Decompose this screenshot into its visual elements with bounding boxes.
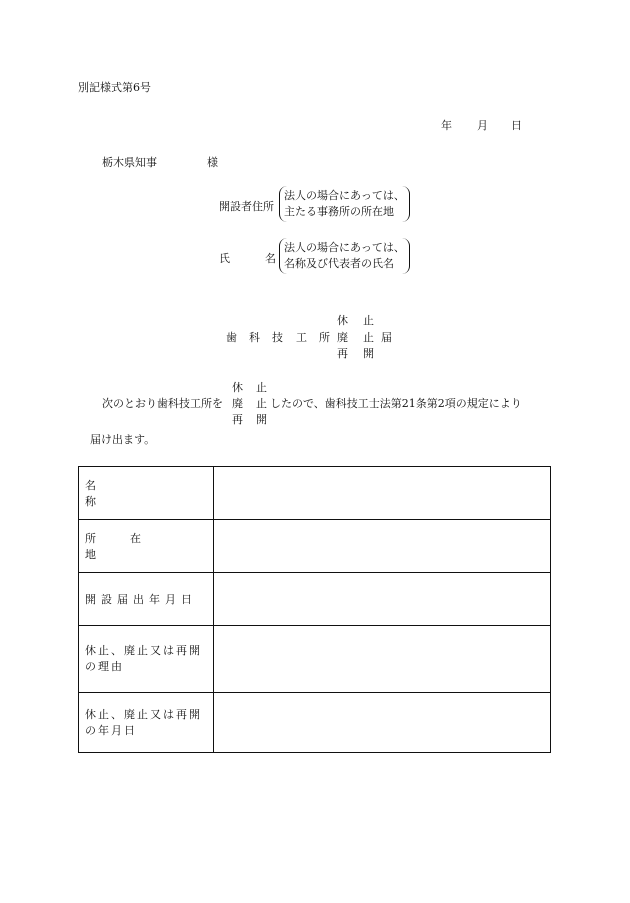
- title-option-suspend-2: 止: [363, 314, 374, 327]
- table-row: [79, 467, 551, 520]
- title-suffix: 届: [381, 331, 392, 344]
- row-label-location-text: 所在地: [85, 532, 175, 561]
- body-option-resume-1: 再: [232, 413, 243, 426]
- table-row: [79, 693, 551, 753]
- row-label-reason: [79, 626, 214, 693]
- address-note-bracket: [279, 186, 410, 222]
- name-note-line-1: 法人の場合にあっては、: [284, 241, 405, 254]
- body-option-resume-2: 開: [256, 413, 267, 426]
- address-note-line-2: 主たる事務所の所在地: [284, 205, 394, 218]
- body-prefix: 次のとおり歯科技工所を: [102, 397, 223, 410]
- address-label: 開設者住所: [219, 200, 274, 213]
- row-value-reason[interactable]: [214, 626, 551, 693]
- row-value-name[interactable]: [214, 467, 551, 520]
- row-label-name: [79, 467, 214, 520]
- date-month: 月: [477, 119, 488, 132]
- title-char-3: 技: [272, 331, 283, 344]
- title-char-4: 工: [296, 331, 307, 344]
- body-line-2: 届け出ます。: [90, 433, 156, 446]
- name-label-first: 氏: [219, 252, 230, 265]
- title-option-suspend-1: 休: [337, 314, 348, 327]
- row-label-opening-date-text: 開設届出年月日: [85, 593, 197, 606]
- form-number: 別記様式第6号: [78, 81, 151, 94]
- name-note-bracket: [279, 238, 410, 274]
- name-note-line-2: 名称及び代表者の氏名: [284, 257, 394, 270]
- row-value-opening-date[interactable]: [214, 573, 551, 626]
- title-option-resume-1: 再: [337, 347, 348, 360]
- row-label-change-date: [79, 693, 214, 753]
- row-value-change-date[interactable]: [214, 693, 551, 753]
- body-option-suspend-1: 休: [232, 381, 243, 394]
- date-day: 日: [511, 119, 522, 132]
- table-row: [79, 520, 551, 573]
- row-label-change-date-text: 休止、廃止又は再開の年月日: [85, 707, 202, 737]
- addressee-name: 栃木県知事: [102, 156, 157, 169]
- row-label-reason-text: 休止、廃止又は再開の理由: [85, 644, 202, 673]
- body-option-abolish-1: 廃: [232, 397, 243, 410]
- title-option-abolish-1: 廃: [337, 331, 348, 344]
- date-year: 年: [441, 119, 452, 132]
- title-char-2: 科: [249, 331, 260, 344]
- table-row: [79, 626, 551, 693]
- row-label-opening-date: [79, 573, 214, 626]
- row-label-name-text: 名称: [85, 479, 186, 508]
- row-value-location[interactable]: [214, 520, 551, 573]
- row-label-location: [79, 520, 214, 573]
- name-label-second: 名: [265, 252, 276, 265]
- title-option-resume-2: 開: [363, 347, 374, 360]
- title-option-abolish-2: 止: [363, 331, 374, 344]
- body-suffix: したので、歯科技工士法第21条第2項の規定により: [270, 397, 522, 410]
- title-char-5: 所: [319, 331, 330, 344]
- table-row: [79, 573, 551, 626]
- info-table: [78, 466, 551, 753]
- address-note-line-1: 法人の場合にあっては、: [284, 189, 405, 202]
- body-option-abolish-2: 止: [256, 397, 267, 410]
- title-char-1: 歯: [226, 331, 237, 344]
- body-option-suspend-2: 止: [256, 381, 267, 394]
- addressee-honorific: 様: [207, 156, 218, 169]
